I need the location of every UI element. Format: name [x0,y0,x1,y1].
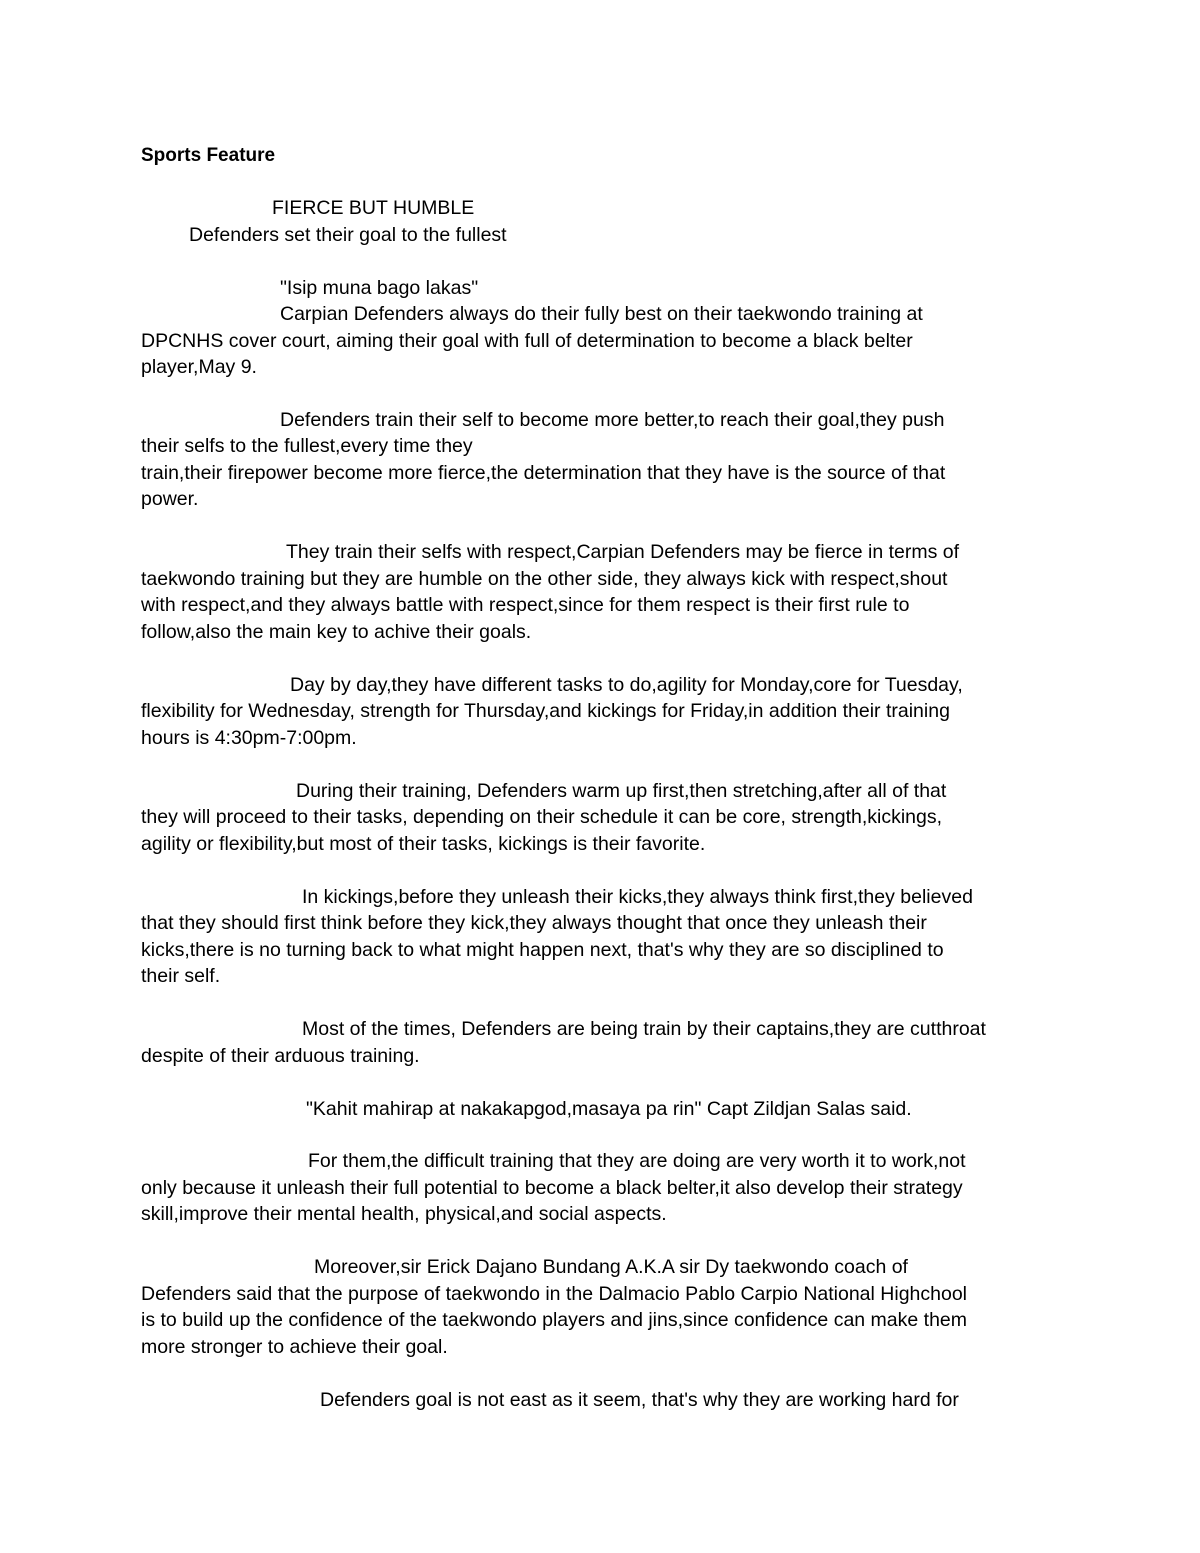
body-line: During their training, Defenders warm up first,then stretching,after all of that [296,780,947,802]
body-line: Defenders goal is not east as it seem, that's why they are working hard for [320,1389,959,1411]
body-line: kicks,there is no turning back to what might happen next, that's why they are so disciplined to [141,939,944,961]
body-line: player,May 9. [141,356,257,378]
body-line: In kickings,before they unleash their kicks,they always think first,they believed [302,886,973,908]
body-line: their self. [141,965,221,987]
quote-line: "Kahit mahirap at nakakapgod,masaya pa rin" Capt Zildjan Salas said. [306,1098,912,1120]
body-line: flexibility for Wednesday, strength for Thursday,and kickings for Friday,in addition their training [141,700,950,722]
body-line: is to build up the confidence of the taekwondo players and jins,since confidence can make them [141,1309,968,1331]
body-line: hours is 4:30pm-7:00pm. [141,727,357,749]
body-line: they will proceed to their tasks, depending on their schedule it can be core, strength,kickings, [141,806,943,828]
body-line: their selfs to the fullest,every time they [141,435,473,457]
body-line: that they should first think before they kick,they always thought that once they unleash their [141,912,927,934]
body-line: DPCNHS cover court, aiming their goal with full of determination to become a black belter [141,330,913,352]
quote-line: "Isip muna bago lakas" [280,277,479,299]
body-line: Day by day,they have different tasks to do,agility for Monday,core for Tuesday, [290,674,963,696]
article-subtitle: Defenders set their goal to the fullest [189,224,507,246]
body-line: They train their selfs with respect,Carpian Defenders may be fierce in terms of [286,541,960,563]
body-line: For them,the difficult training that they are doing are very worth it to work,not [308,1150,966,1172]
body-line: Moreover,sir Erick Dajano Bundang A.K.A sir Dy taekwondo coach of [314,1256,908,1278]
body-line: taekwondo training but they are humble on the other side, they always kick with respect,shout [141,568,948,590]
section-label: Sports Feature [141,145,276,166]
body-line: despite of their arduous training. [141,1045,420,1067]
body-line: Defenders said that the purpose of taekwondo in the Dalmacio Pablo Carpio National Highchool [141,1283,967,1305]
article-title: FIERCE BUT HUMBLE [272,197,475,219]
body-line: with respect,and they always battle with respect,since for them respect is their first rule to [141,594,910,616]
body-line: Defenders train their self to become more better,to reach their goal,they push [280,409,945,431]
body-line: Carpian Defenders always do their fully best on their taekwondo training at [280,303,923,325]
body-line: follow,also the main key to achive their goals. [141,621,532,643]
body-line: skill,improve their mental health, physical,and social aspects. [141,1203,667,1225]
body-line: only because it unleash their full potential to become a black belter,it also develop their strategy [141,1177,963,1199]
body-line: power. [141,488,199,510]
body-line: more stronger to achieve their goal. [141,1336,448,1358]
body-line: train,their firepower become more fierce,the determination that they have is the source of that [141,462,946,484]
body-line: Most of the times, Defenders are being train by their captains,they are cutthroat [302,1018,986,1040]
body-line: agility or flexibility,but most of their tasks, kickings is their favorite. [141,833,706,855]
